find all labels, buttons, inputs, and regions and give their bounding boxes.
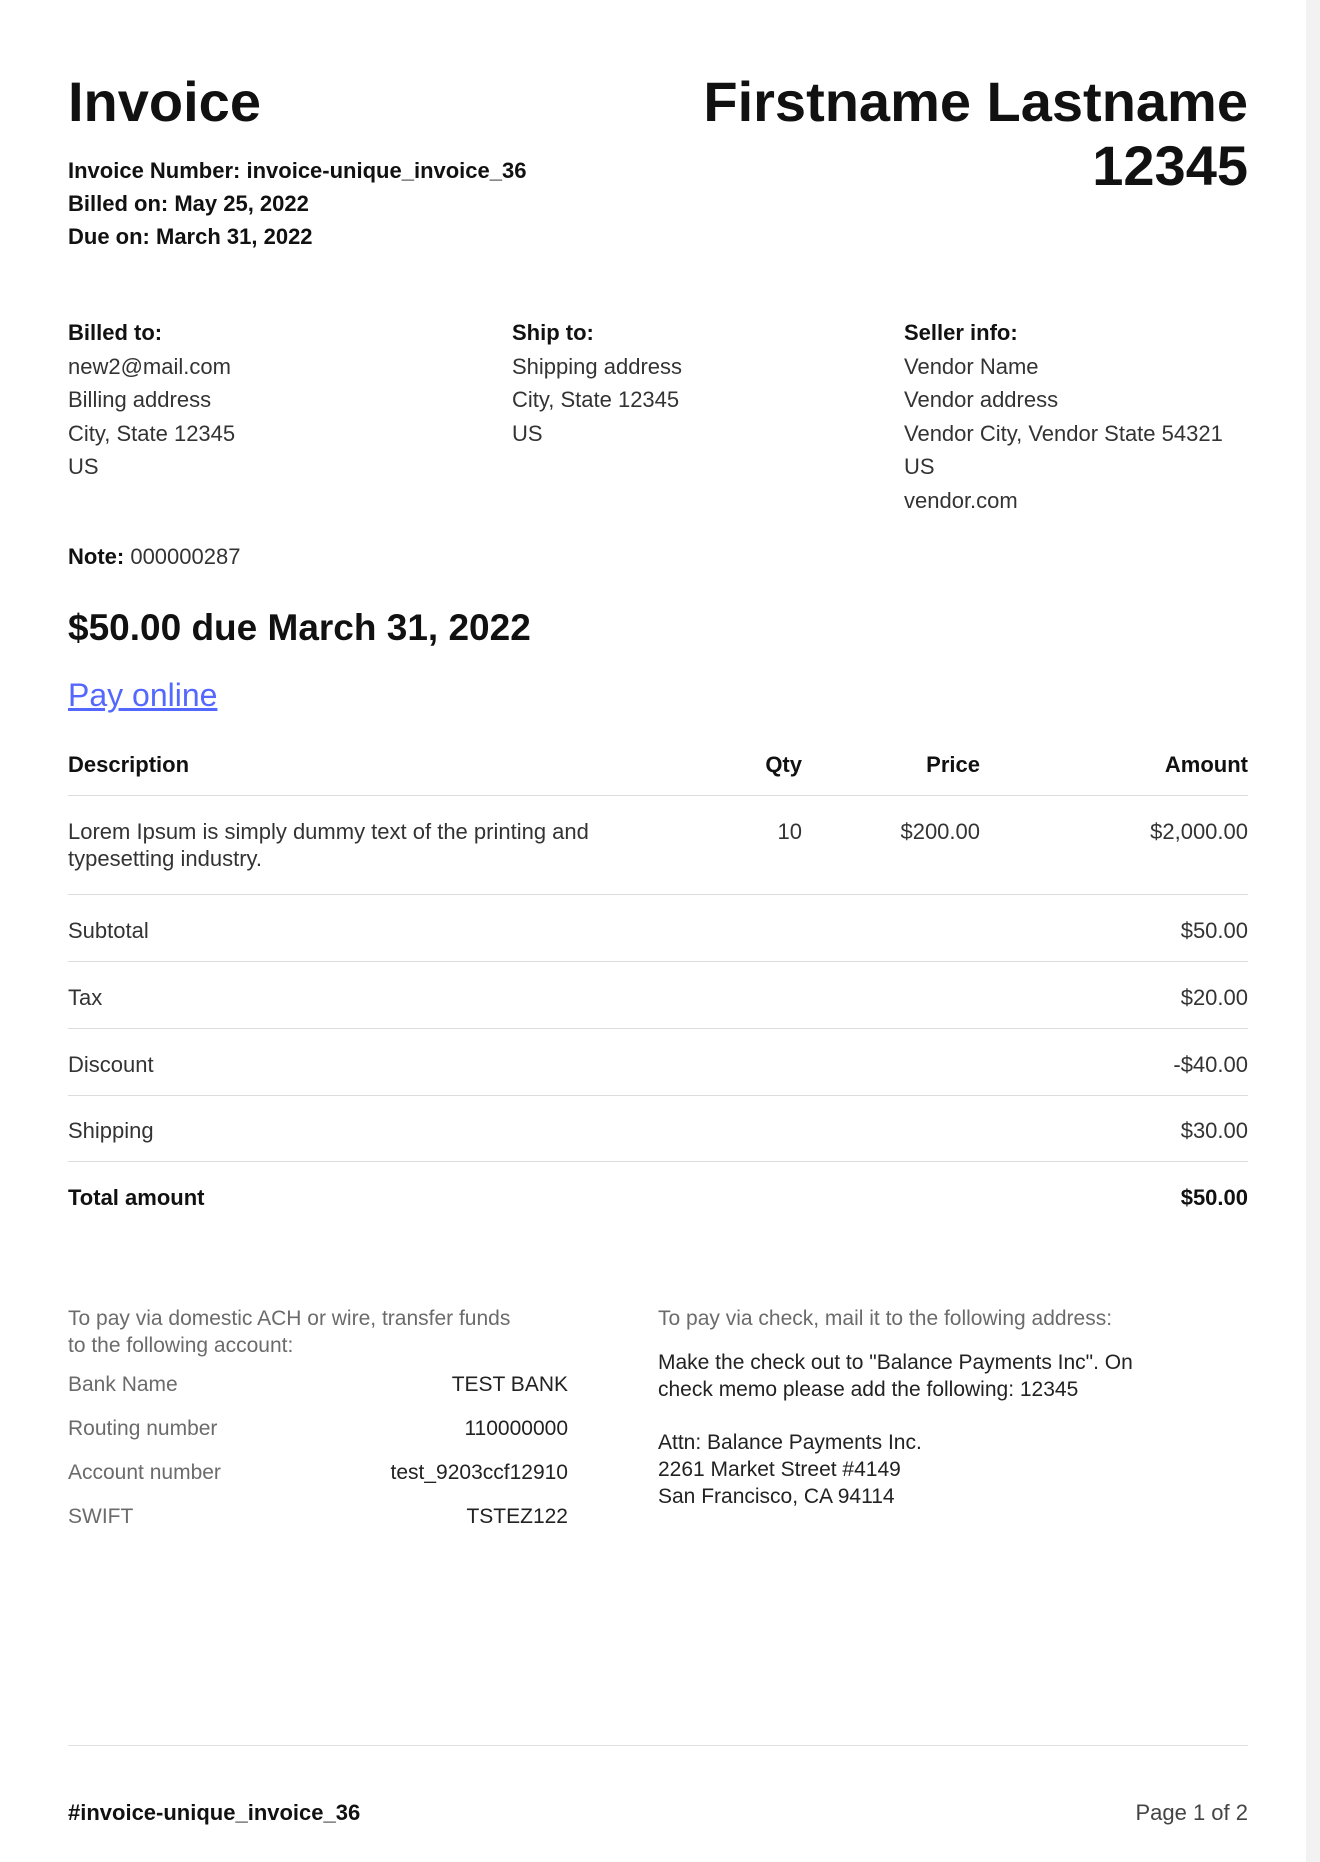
check-payment-intro: To pay via check, mail it to the following address:: [658, 1307, 1113, 1330]
mailing-address-line: San Francisco, CA 94114: [658, 1485, 895, 1508]
note-value: 000000287: [124, 544, 241, 569]
invoice-meta: [68, 154, 526, 253]
check-mailing-address: [658, 1429, 1218, 1510]
subtotal-value: $50.00: [1180, 918, 1248, 943]
billed-to-line: new2@mail.com: [68, 353, 231, 379]
ship-to-line: US: [512, 420, 543, 446]
shipping-label: Shipping: [68, 1118, 154, 1143]
total-amount-label: Total amount: [68, 1185, 205, 1210]
item-description-line: typesetting industry.: [68, 846, 263, 871]
bank-transfer-intro-line: To pay via domestic ACH or wire, transfer funds: [68, 1307, 511, 1330]
total-amount-value: $50.00: [1180, 1185, 1248, 1210]
bank-transfer-intro-line: to the following account:: [68, 1334, 294, 1357]
item-description-line: Lorem Ipsum is simply dummy text of the printing and: [68, 819, 589, 844]
seller-info-line: Vendor City, Vendor State 54321: [904, 420, 1223, 446]
check-memo-line: check memo please add the following: 12345: [658, 1378, 1079, 1401]
footer-divider: [68, 1745, 1248, 1746]
pay-online-link[interactable]: Pay online: [68, 677, 218, 713]
seller-info-block: [904, 316, 1223, 517]
billed-on-date: Billed on: May 25, 2022: [68, 191, 309, 216]
note: [68, 542, 240, 572]
amount-due-heading: $50.00 due March 31, 2022: [68, 607, 531, 648]
table-row: [68, 818, 1248, 878]
billed-to-line: US: [68, 454, 99, 479]
ship-to-line: Shipping address: [512, 353, 683, 379]
ship-to-heading: Ship to:: [512, 320, 594, 345]
item-amount: $2,000.00: [1150, 819, 1248, 844]
note-label: Note:: [68, 544, 125, 569]
table-divider: [68, 795, 1248, 796]
account-number-label: Account number: [68, 1461, 221, 1484]
mailing-address-line: 2261 Market Street #4149: [658, 1458, 901, 1481]
bank-name-value: TEST BANK: [451, 1373, 568, 1396]
routing-number-label: Routing number: [68, 1417, 218, 1440]
footer-invoice-reference: #invoice-unique_invoice_36: [68, 1800, 361, 1825]
column-header-qty: Qty: [765, 752, 802, 777]
shipping-value: $30.00: [1180, 1118, 1248, 1143]
column-header-price: Price: [926, 752, 980, 777]
seller-info-line: Vendor Name: [904, 353, 1039, 379]
item-price: $200.00: [900, 819, 980, 844]
summary-divider: [68, 961, 1248, 962]
summary-divider: [68, 1161, 1248, 1162]
seller-number: 12345: [1092, 134, 1248, 197]
billed-to-block: [68, 316, 235, 484]
seller-info-line: vendor.com: [904, 487, 1018, 513]
seller-info-line: US: [904, 454, 935, 479]
bank-transfer-intro: [68, 1305, 510, 1359]
ship-to-block: [512, 316, 682, 450]
seller-info-heading: Seller info:: [904, 320, 1018, 345]
discount-label: Discount: [68, 1052, 154, 1077]
seller-info-line: Vendor address: [904, 387, 1059, 412]
summary-divider: [68, 1095, 1248, 1096]
column-header-description: Description: [68, 752, 190, 777]
billed-to-line: Billing address: [68, 387, 212, 412]
mailing-address-line: Attn: Balance Payments Inc.: [658, 1431, 922, 1454]
page-indicator: Page 1 of 2: [1135, 1800, 1248, 1825]
invoice-title: Invoice: [68, 70, 261, 133]
seller-name: Firstname Lastname: [703, 70, 1248, 133]
subtotal-label: Subtotal: [68, 918, 149, 943]
tax-value: $20.00: [1180, 985, 1248, 1010]
ship-to-line: City, State 12345: [512, 387, 680, 412]
invoice-number: Invoice Number: invoice-unique_invoice_36: [68, 158, 527, 183]
routing-number-value: 110000000: [464, 1417, 568, 1440]
item-description: [68, 818, 589, 872]
due-on-date: Due on: March 31, 2022: [68, 224, 313, 249]
billed-to-line: City, State 12345: [68, 420, 236, 446]
swift-label: SWIFT: [68, 1505, 134, 1528]
column-header-amount: Amount: [1164, 752, 1248, 777]
table-divider: [68, 894, 1248, 895]
bank-name-label: Bank Name: [68, 1373, 178, 1396]
item-qty: 10: [777, 819, 802, 844]
summary-divider: [68, 1028, 1248, 1029]
account-number-value: test_9203ccf12910: [390, 1461, 568, 1484]
check-memo-line: Make the check out to "Balance Payments Inc". On: [658, 1351, 1133, 1374]
swift-value: TSTEZ122: [466, 1505, 568, 1528]
discount-value: -$40.00: [1173, 1052, 1248, 1077]
billed-to-heading: Billed to:: [68, 320, 163, 345]
tax-label: Tax: [68, 985, 103, 1010]
check-memo-instructions: [658, 1349, 1218, 1403]
